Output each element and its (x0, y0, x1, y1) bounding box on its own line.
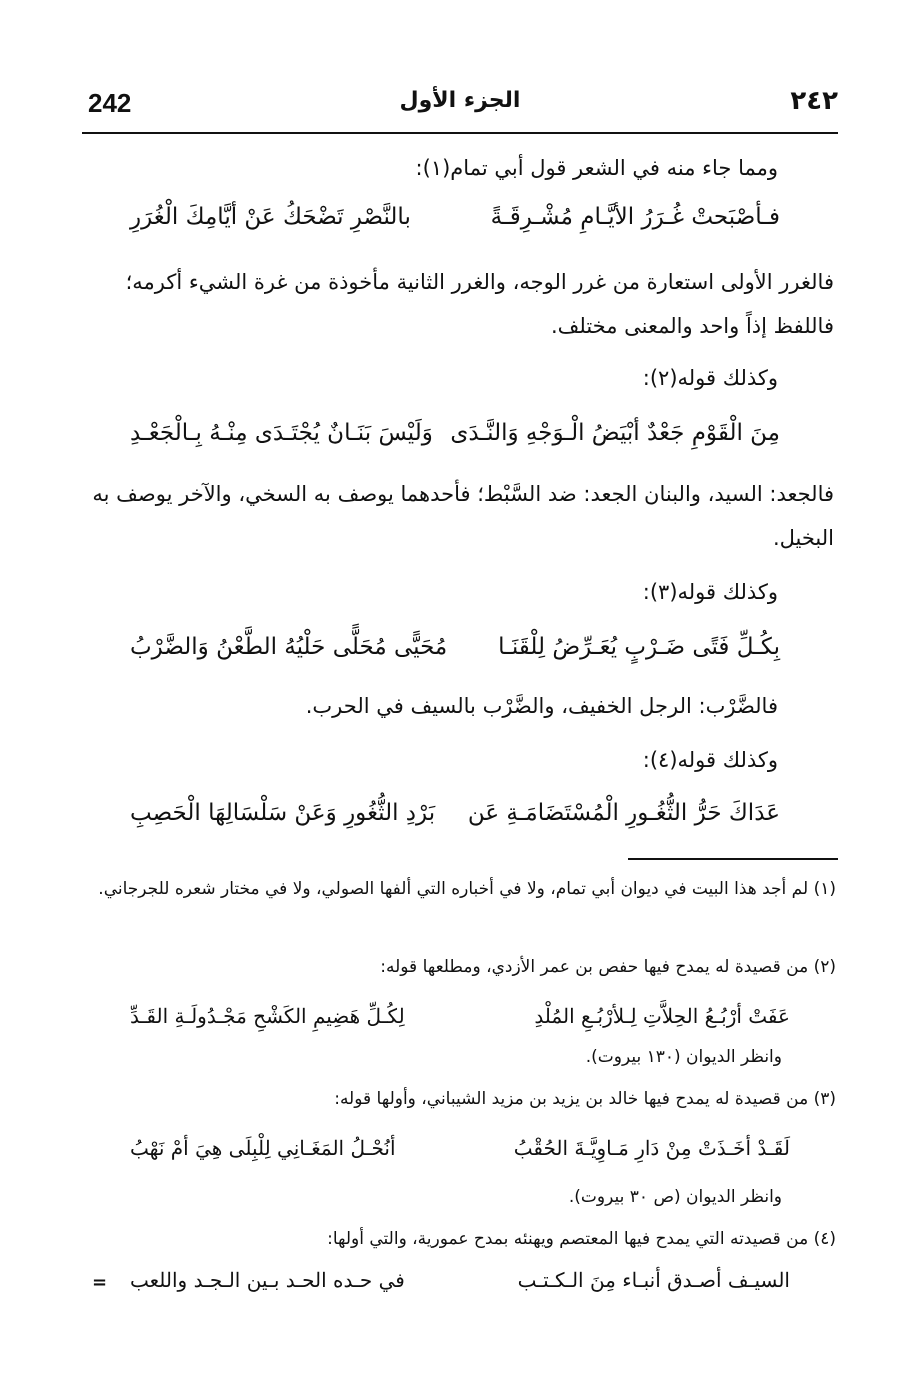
verse-1-second-hemistich: بالنَّصْرِ تَضْحَكُ عَنْ أيَّامِكَ الْغُرَرِ (130, 204, 411, 230)
verse-1 (130, 204, 780, 250)
intro-line-2: وكذلك قوله(٢): (642, 366, 778, 390)
footnote-3: (٣) من قصيدة له يمدح فيها خالد بن يزيد بن مزيد الشيباني، وأولها قوله: (334, 1089, 836, 1109)
footnote-4-verse (130, 1268, 790, 1308)
verse-3-first-hemistich: بِكُـلِّ فَتًى ضَـرْبٍ يُعَـرِّضُ لِلْقَنَـا (498, 634, 780, 660)
running-title: الجزء الأول (399, 88, 521, 113)
footnote-4: (٤) من قصيدته التي يمدح فيها المعتصم ويهنئه بمدح عمورية، والتي أولها: (327, 1229, 836, 1249)
footnote-2: (٢) من قصيدة له يمدح فيها حفص بن عمر الأزدي، ومطلعها قوله: (380, 957, 836, 977)
verse-2-first-hemistich: مِنَ الْقَوْمِ جَعْدٌ أبْيَضُ الْـوَجْهِ وَالنَّـدَى (450, 420, 780, 446)
page-header (82, 86, 838, 126)
footnote-2-verse-first: عَفَتْ أرْبُـعُ الحِلاَّتِ لِـلأرْبُـعِ المُلْدِ (534, 1004, 790, 1028)
footnote-2-verse (130, 1004, 790, 1044)
intro-line-3: وكذلك قوله(٣): (642, 580, 778, 604)
verse-1-first-hemistich: فـأصْبَحتْ غُـرَرُ الأيَّـامِ مُشْـرِقَـةً (490, 204, 780, 230)
footnote-3-reference: وانظر الديوان (ص ٣٠ بيروت). (568, 1187, 782, 1207)
footnote-4-verse-second: في حـده الحـد بـين الـجـد واللعب (130, 1268, 405, 1292)
footnote-2-reference: وانظر الديوان (١٣٠ بيروت). (585, 1047, 782, 1067)
footnote-2-verse-second: لِكُـلِّ هَضِيمِ الكَشْحِ مَجْـدُولَـةِ القَـدِّ (130, 1004, 405, 1028)
footnote-3-verse-first: لَقَـدْ أخَـذَتْ مِنْ دَارِ مَـاوِيَّـةَ الحُقْبُ (513, 1136, 790, 1160)
intro-line-4: وكذلك قوله(٤): (642, 748, 778, 772)
verse-2-second-hemistich: وَلَيْسَ بَنَـانٌ يُجْتَـدَى مِنْـهُ بِـالْجَعْـدِ (130, 420, 433, 446)
verse-3 (130, 634, 780, 680)
verse-4-second-hemistich: بَرْدِ الثُّغُورِ وَعَنْ سَلْسَالِهَا الْحَصِبِ (130, 800, 436, 826)
intro-line-1: ومما جاء منه في الشعر قول أبي تمام(١): (415, 156, 778, 180)
page-number-arabic: ٢٤٢ (790, 86, 838, 116)
footnote-4-verse-first: السيـف أصـدق أنبـاء مِنَ الـكـتـب (517, 1268, 790, 1292)
footnote-rule (628, 858, 838, 860)
verse-4 (130, 800, 780, 846)
verse-3-second-hemistich: مُحَيًّى مُحَلًّى حَلْيُهُ الطَّعْنُ وَالضَّرْبُ (130, 634, 448, 660)
footnote-3-verse (130, 1136, 790, 1176)
commentary-1: فالغرر الأولى استعارة من غرر الوجه، والغرر الثانية مأخوذة من غرة الشيء أكرمه؛ فاللفظ إذاً واحد والمعنى مختلف. (125, 270, 834, 338)
verse-4-first-hemistich: عَدَاكَ حَرُّ الثُّغُـورِ الْمُسْتَضَامَـةِ عَن (467, 800, 780, 826)
commentary-2: فالجعد: السيد، والبنان الجعد: ضد السَّبْط؛ فأحدهما يوصف به السخي، والآخر يوصف به البخيل. (92, 482, 834, 550)
footnote-3-verse-second: أنُحْـلُ المَغَـانِي لِلْبِلَى هِيَ أمْ نَهْبُ (130, 1136, 396, 1160)
header-rule (82, 132, 838, 134)
commentary-3: فالضَّرْب: الرجل الخفيف، والضَّرْب بالسيف في الحرب. (305, 694, 778, 718)
footnote-1: (١) لم أجد هذا البيت في ديوان أبي تمام، ولا في أخباره التي ألفها الصولي، ولا في مختار شعره للجرجاني. (98, 879, 836, 899)
page-number-latin: 242 (88, 88, 132, 118)
verse-2 (130, 420, 780, 466)
continuation-mark: = (92, 1272, 108, 1293)
